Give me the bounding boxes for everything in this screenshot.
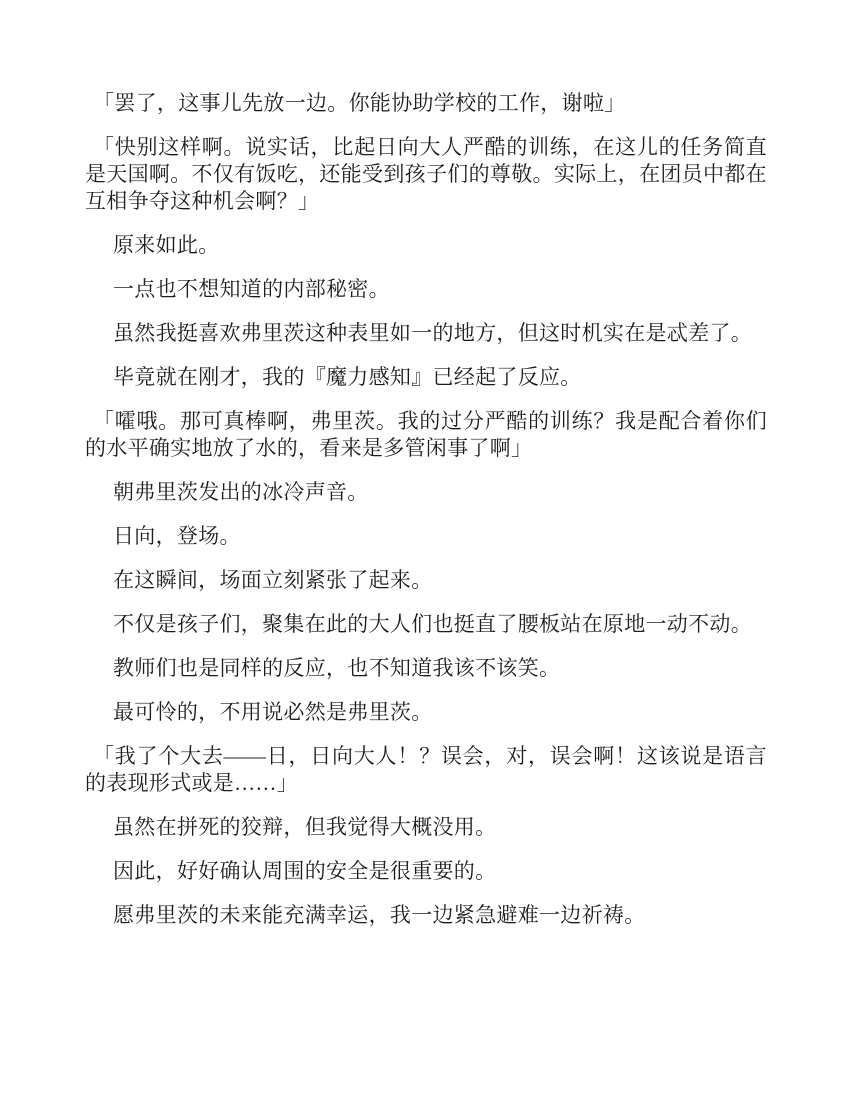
paragraph-narration: 在这瞬间，场面立刻紧张了起来。	[113, 568, 433, 592]
paragraph-narration: 一点也不想知道的内部秘密。	[113, 277, 390, 301]
page-text-column	[85, 90, 767, 946]
paragraph-narration: 最可怜的，不用说必然是弗里茨。	[113, 700, 433, 724]
paragraph-dialogue: 「快别这样啊。说实话，比起日向大人严酷的训练，在这儿的任务简直是天国啊。不仅有饭吃，还能受到孩子们的尊敬。实际上，在团员中都在互相争夺这种机会啊？」	[85, 135, 767, 213]
paragraph-dialogue: 「嚯哦。那可真棒啊，弗里茨。我的过分严酷的训练？我是配合着你们的水平确实地放了水的，看来是多管闲事了啊」	[85, 409, 767, 460]
paragraph-narration: 虽然在拼死的狡辩，但我觉得大概没用。	[113, 815, 497, 839]
paragraph-narration: 毕竟就在刚才，我的『魔力感知』已经起了反应。	[113, 365, 582, 389]
paragraph-narration: 因此，好好确认周围的安全是很重要的。	[113, 859, 497, 883]
paragraph-dialogue: 「我了个大去——日，日向大人！？误会，对，误会啊！这该说是语言的表现形式或是……」	[85, 744, 767, 795]
paragraph-narration: 日向，登场。	[113, 524, 241, 548]
paragraph-narration: 教师们也是同样的反应，也不知道我该不该笑。	[113, 656, 561, 680]
paragraph-narration: 朝弗里茨发出的冰冷声音。	[113, 480, 369, 504]
paragraph-narration: 原来如此。	[113, 233, 220, 257]
paragraph-narration: 不仅是孩子们，聚集在此的大人们也挺直了腰板站在原地一动不动。	[113, 612, 752, 636]
paragraph-dialogue: 「罢了，这事儿先放一边。你能协助学校的工作，谢啦」	[93, 91, 626, 115]
paragraph-narration: 愿弗里茨的未来能充满幸运，我一边紧急避难一边祈祷。	[113, 903, 646, 927]
paragraph-narration: 虽然我挺喜欢弗里茨这种表里如一的地方，但这时机实在是忒差了。	[113, 321, 752, 345]
